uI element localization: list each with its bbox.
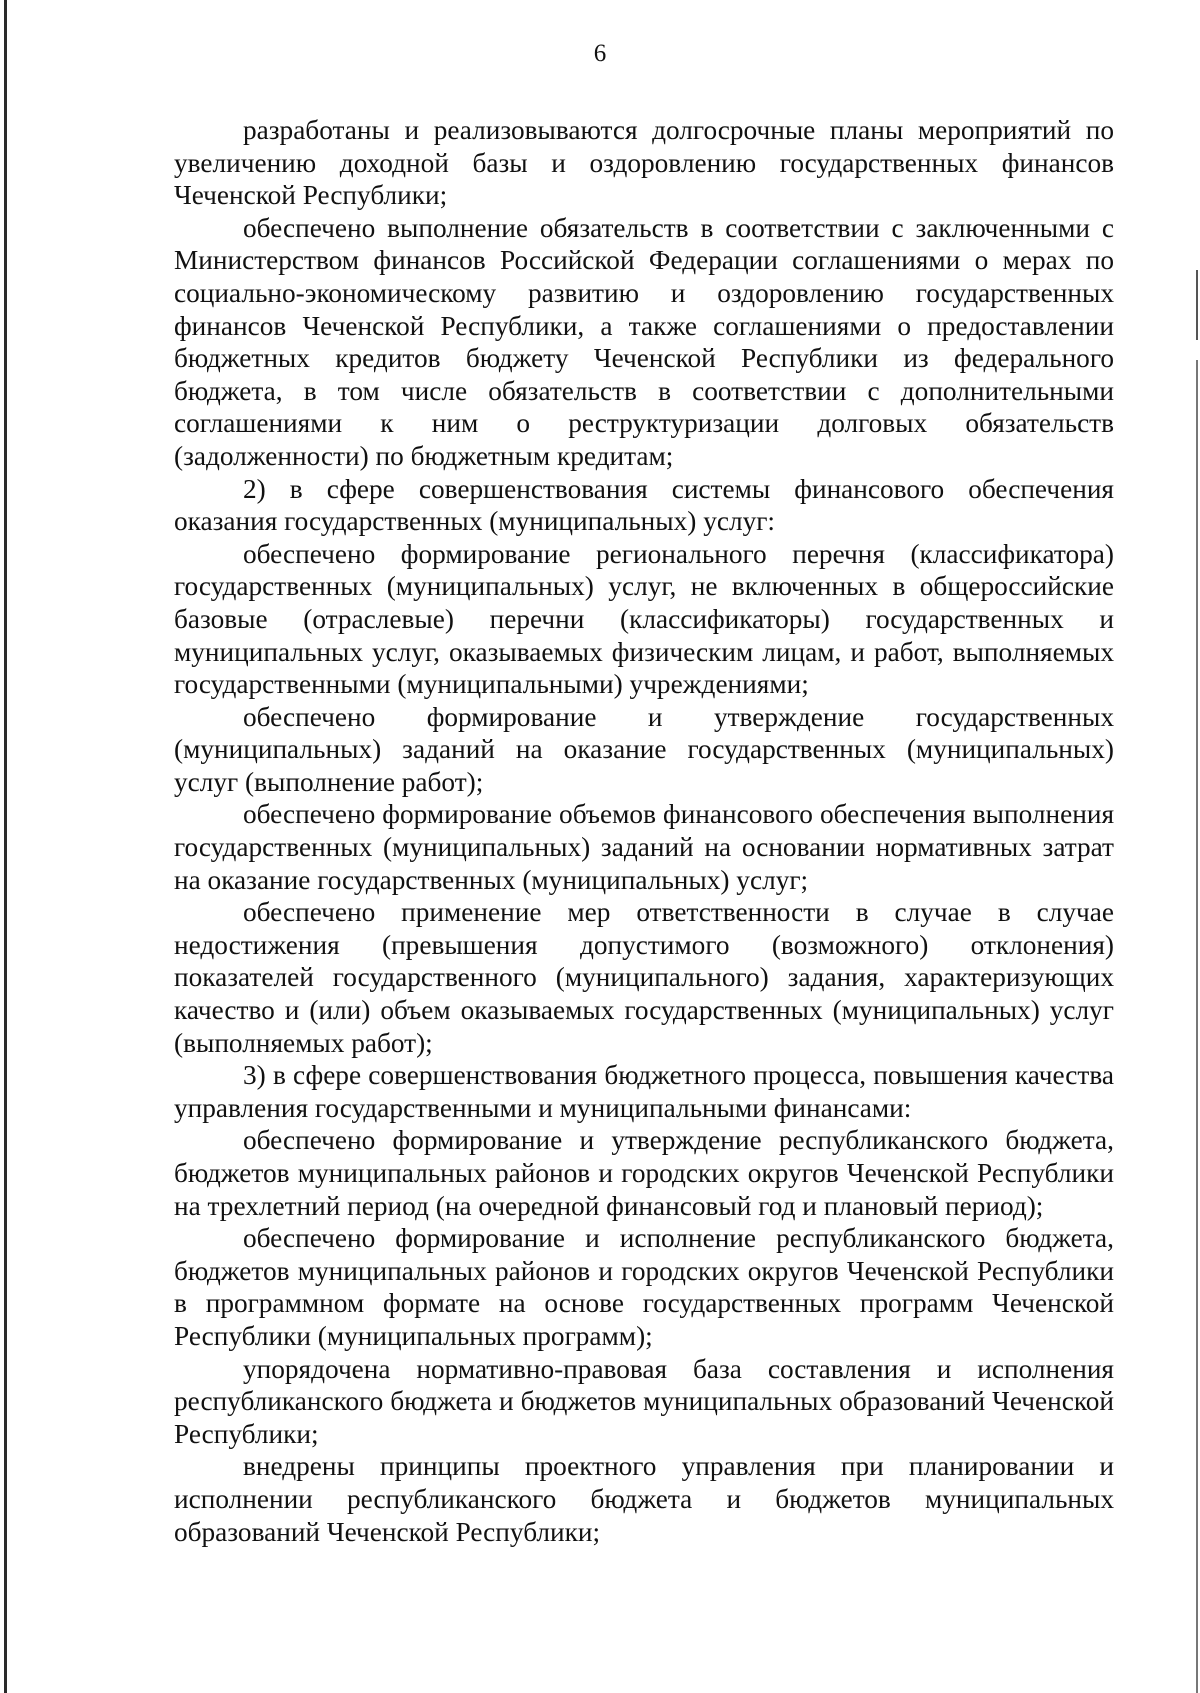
paragraph: упорядочена нормативно-правовая база составления и исполнения республиканского бюджета и бюджетов муниципальных образований Чеченской Республики; [174, 1353, 1114, 1449]
paragraph: внедрены принципы проектного управления при планировании и исполнении республиканского бюджета и бюджетов муниципальных образований Чеченской Республики; [174, 1451, 1114, 1547]
document-body [174, 114, 1114, 1548]
paragraph: обеспечено выполнение обязательств в соответствии с заключенными с Министерством финансов Российской Федерации соглашениями о мерах по социально-экономическому развитию и оздоровлению государственных финансов Чеченской Республики, а также соглашениями о предоставлении бюджетных кредитов бюджету Чеченской Республики из федерального бюджета, в том числе обязательств в соответствии с дополнительными соглашениями к ним о реструктуризации долговых обязательств (задолженности) по бюджетным кредитам; [174, 212, 1114, 471]
scan-right-border [1196, 360, 1198, 1693]
scan-right-mark [1196, 270, 1198, 340]
paragraph: 3) в сфере совершенствования бюджетного процесса, повышения качества управления государственными и муниципальными финансами: [174, 1060, 1114, 1123]
paragraph: обеспечено формирование и исполнение республиканского бюджета, бюджетов муниципальных районов и городских округов Чеченской Республики в программном формате на основе государственных программ Чеченской Республики (муниципальных программ); [174, 1223, 1114, 1351]
paragraph: обеспечено формирование и утверждение государственных (муниципальных) заданий на оказание государственных (муниципальных) услуг (выполнение работ); [174, 701, 1114, 797]
paragraph: разработаны и реализовываются долгосрочные планы мероприятий по увеличению доходной базы и оздоровлению государственных финансов Чеченской Республики; [174, 115, 1114, 211]
paragraph: 2) в сфере совершенствования системы финансового обеспечения оказания государственных (муниципальных) услуг: [174, 473, 1114, 537]
paragraph: обеспечено формирование регионального перечня (классификатора) государственных (муниципальных) услуг, не включенных в общероссийские базовые (отраслевые) перечни (классификаторы) государственных и муниципальных услуг, оказываемых физическим лицам, и работ, выполняемых государственными (муниципальными) учреждениями; [174, 538, 1114, 700]
paragraph: обеспечено применение мер ответственности в случае в случае недостижения (превышения допустимого (возможного) отклонения) показателей государственного (муниципального) задания, характеризующих качество и (или) объем оказываемых государственных (муниципальных) услуг (выполняемых работ); [174, 897, 1114, 1058]
scan-left-border [4, 0, 7, 1693]
paragraph: обеспечено формирование и утверждение республиканского бюджета, бюджетов муниципальных районов и городских округов Чеченской Республики на трехлетний период (на очередной финансовый год и плановый период); [174, 1125, 1114, 1221]
paragraph: обеспечено формирование объемов финансового обеспечения выполнения государственных (муниципальных) заданий на основании нормативных затрат на оказание государственных (муниципальных) услуг; [174, 799, 1114, 895]
page-number: 6 [593, 40, 607, 67]
